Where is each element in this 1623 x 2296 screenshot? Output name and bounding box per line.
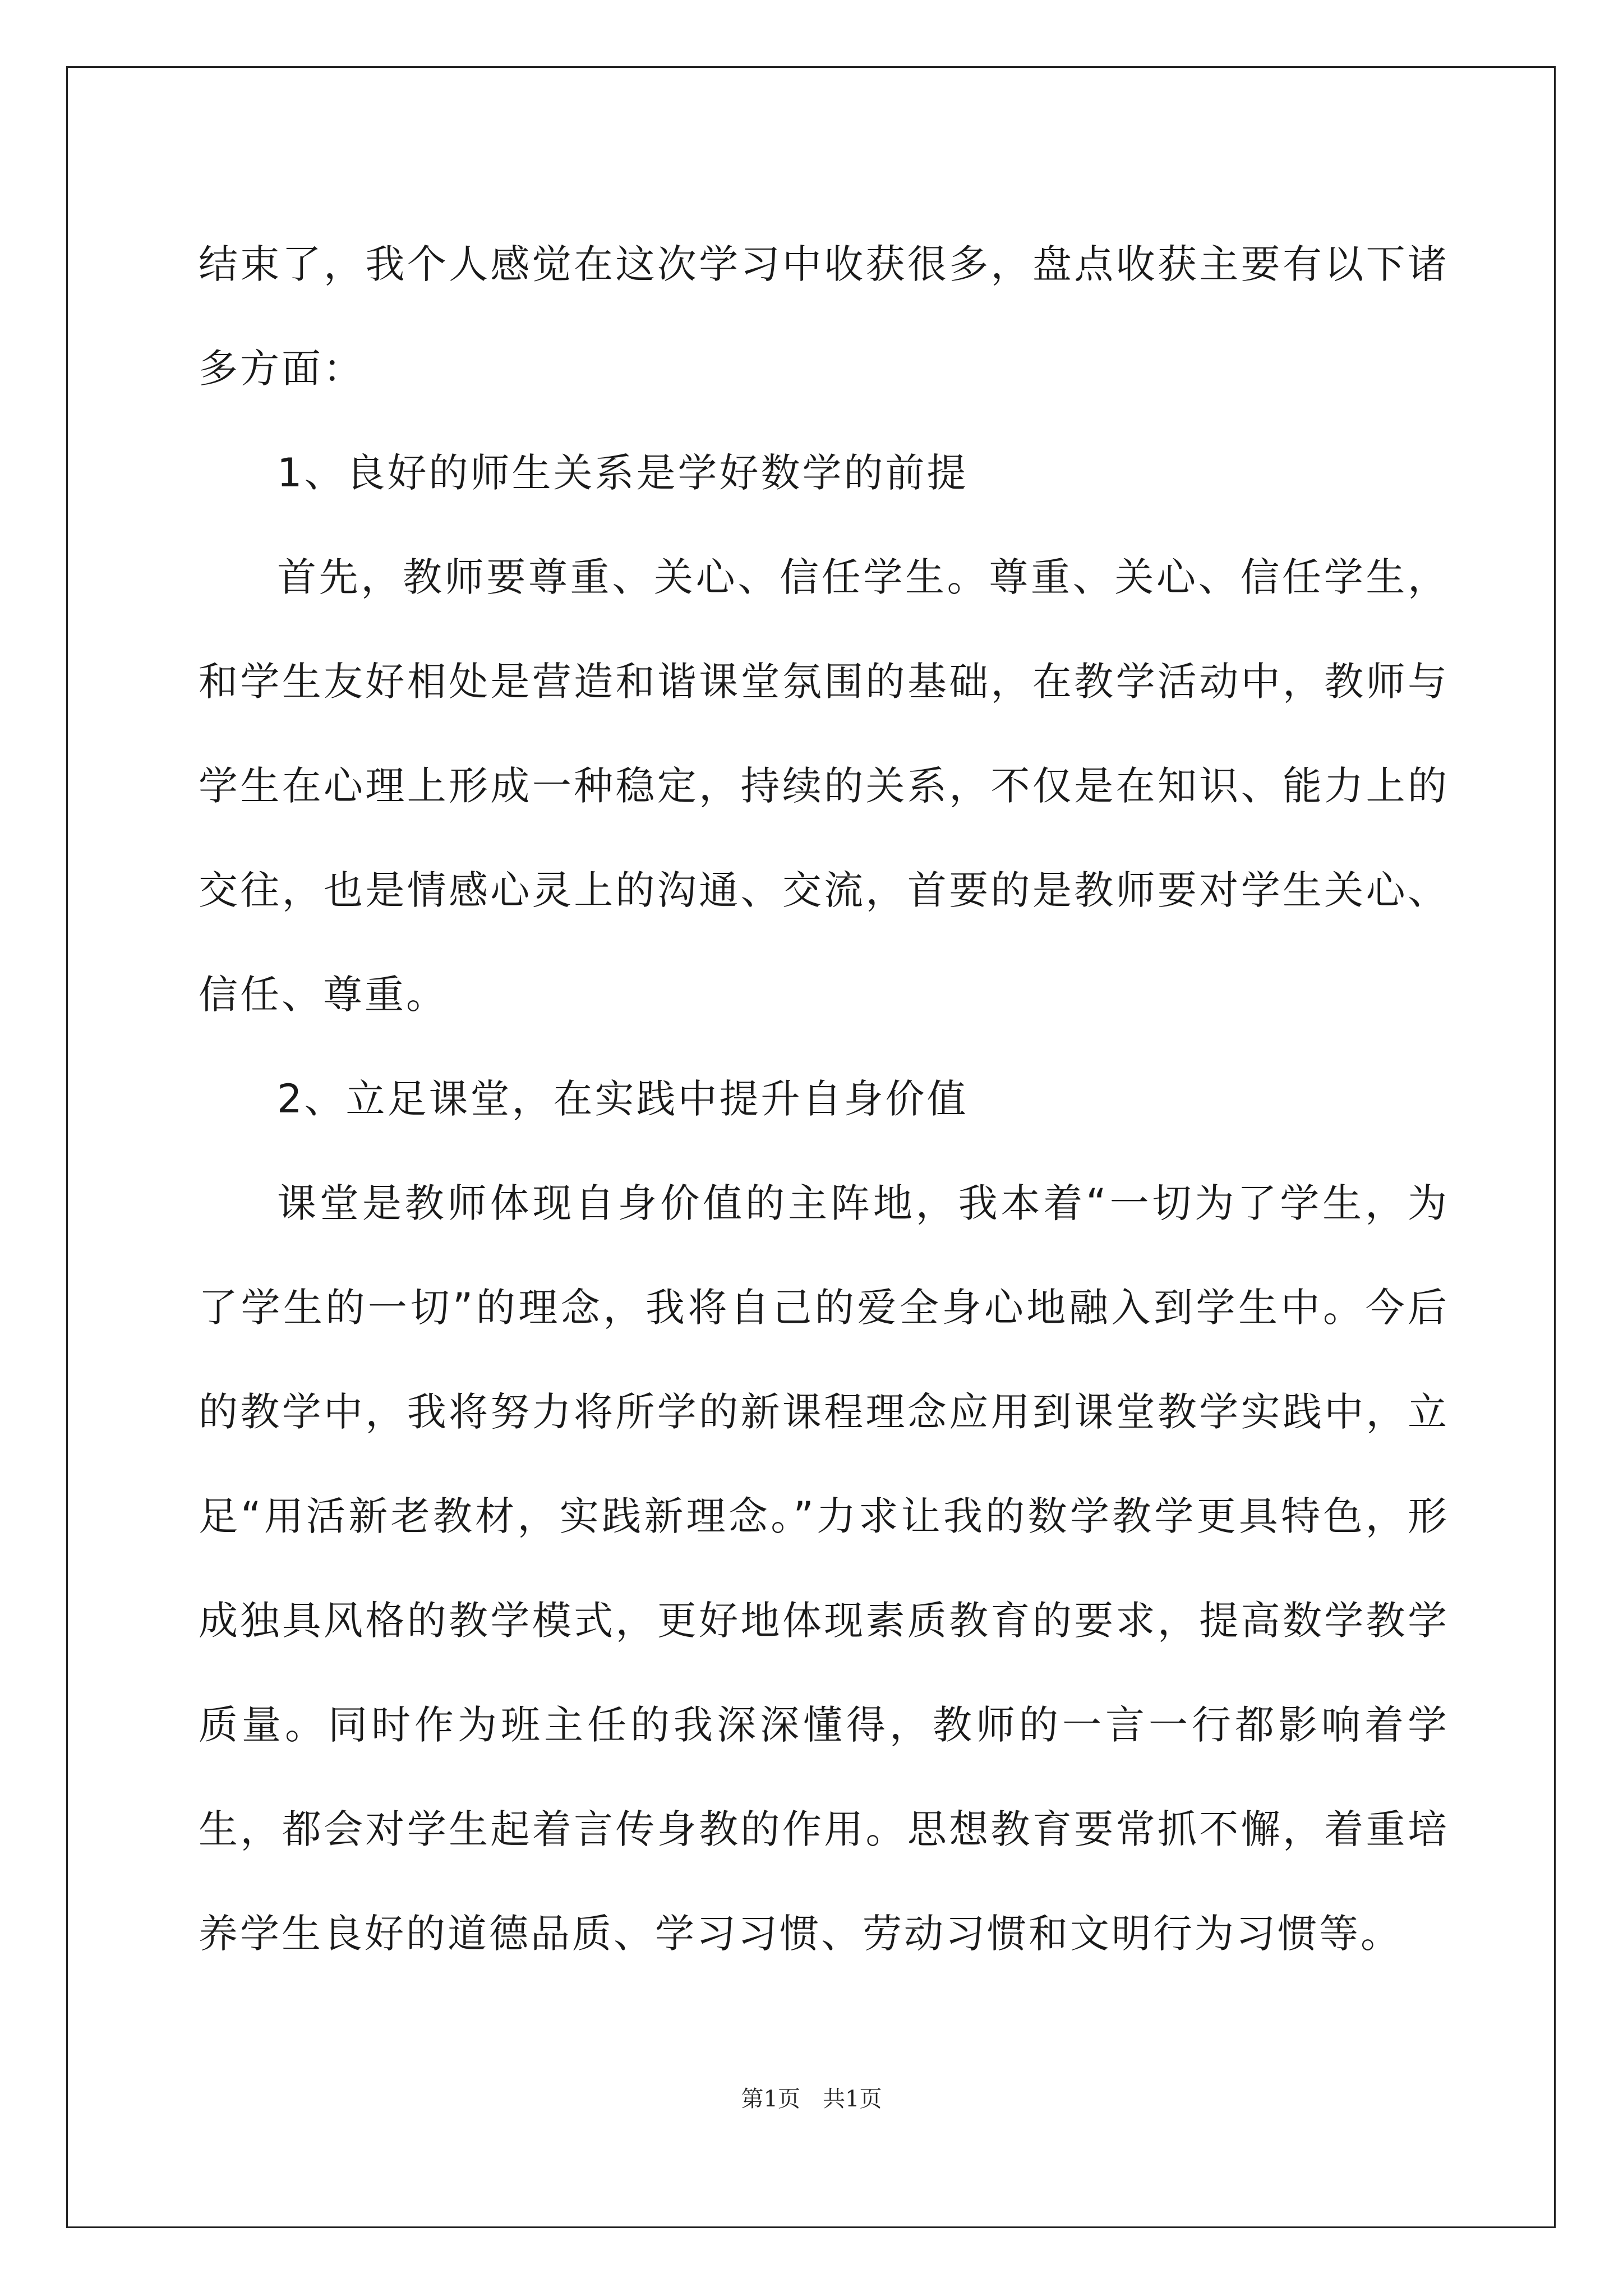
- paragraph-respect-care-trust: 首先，教师要尊重、关心、信任学生。尊重、关心、信任学生，和学生友好相处是营造和谐课堂氛围的基础，在教学活动中，教师与学生在心理上形成一种稳定，持续的关系，不仅是在知识、能力上的交往，也是情感心灵上的沟通、交流，首要的是教师要对学生关心、信任、尊重。: [199, 554, 1449, 1018]
- heading-teacher-student-relationship: 1、良好的师生关系是学好数学的前提: [277, 450, 969, 496]
- document-body: [199, 212, 1449, 1986]
- paragraph-intro: 结束了，我个人感觉在这次学习中收获很多，盘点收获主要有以下诸多方面：: [199, 241, 1449, 392]
- heading-classroom-practice: 2、立足课堂，在实践中提升自身价值: [277, 1076, 969, 1122]
- page-number-footer: 第1页 共1页: [741, 2086, 882, 2112]
- paragraph-classroom-value: 课堂是教师体现自身价值的主阵地，我本着“一切为了学生，为了学生的一切”的理念，我将自己的爱全身心地融入到学生中。今后的教学中，我将努力将所学的新课程理念应用到课堂教学实践中，立足“用活新老教材，实践新理念。”力求让我的数学教学更具特色，形成独具风格的教学模式，更好地体现素质教育的要求，提高数学教学质量。同时作为班主任的我深深懂得，教师的一言一行都影响着学生，都会对学生起着言传身教的作用。思想教育要常抓不懈，着重培养学生良好的道德品质、学习习惯、劳动习惯和文明行为习惯等。: [199, 1180, 1449, 1957]
